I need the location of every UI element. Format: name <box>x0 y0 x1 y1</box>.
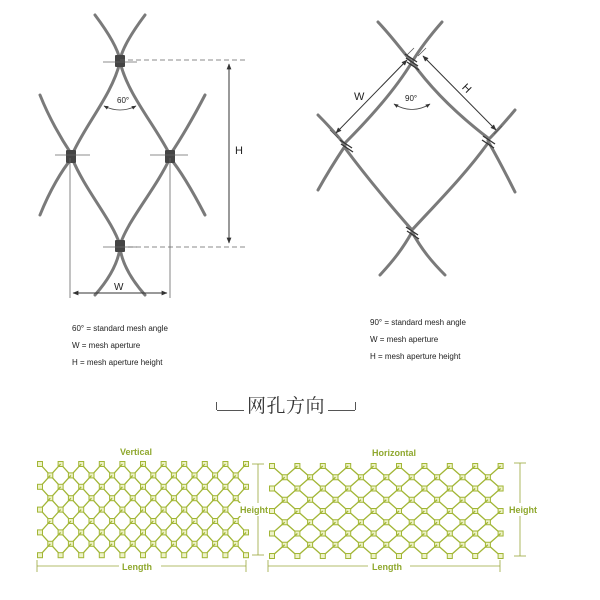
mesh-ferrule <box>38 484 43 489</box>
mesh-ferrule <box>38 507 43 512</box>
height-label: H <box>459 81 474 96</box>
twisted-joints <box>340 54 495 239</box>
legend-60-degree <box>72 320 168 371</box>
mesh-ferrule <box>120 553 125 558</box>
legend-90-degree <box>370 314 466 365</box>
mesh-ferrule <box>99 553 104 558</box>
mesh-ferrule <box>270 554 275 559</box>
mesh-ferrule <box>244 553 249 558</box>
mesh-ferrule <box>270 509 275 514</box>
angle-label: 60° <box>117 96 130 105</box>
width-dimension-arrow <box>336 60 407 133</box>
mesh-ferrule <box>346 554 351 559</box>
mesh-ferrule <box>270 486 275 491</box>
mesh-ferrule <box>58 553 63 558</box>
legend-height-line: H = mesh aperture height <box>72 358 163 367</box>
height-label: Height <box>509 505 537 515</box>
mesh-ferrule <box>422 554 427 559</box>
vertical-mesh-pattern <box>38 462 249 558</box>
horizontal-title: Horizontal <box>372 448 416 458</box>
mesh-ferrule <box>473 554 478 559</box>
mesh-ferrule <box>295 554 300 559</box>
section-heading-text: 网孔方向 <box>247 394 326 417</box>
legend-height-line: H = mesh aperture height <box>370 352 461 361</box>
angle-arc <box>394 104 430 110</box>
mesh-ferrule <box>182 553 187 558</box>
section-heading <box>216 391 356 417</box>
legend-width-line: W = mesh aperture <box>370 335 439 344</box>
mesh-ferrule <box>79 553 84 558</box>
horizontal-mesh-orientation <box>268 448 545 573</box>
mesh-ferrule <box>397 554 402 559</box>
mesh-ferrule <box>270 531 275 536</box>
mesh-ferrule <box>447 554 452 559</box>
mesh-ferrule <box>498 554 503 559</box>
mesh-ferrule <box>161 553 166 558</box>
height-label: H <box>235 145 243 157</box>
vertical-title: Vertical <box>120 447 153 457</box>
mesh-ferrule <box>38 462 43 467</box>
mesh-ferrule <box>320 554 325 559</box>
mesh-ferrule <box>141 553 146 558</box>
mesh-90-degree-diagram <box>318 22 515 275</box>
height-label: Height <box>240 505 268 515</box>
length-label: Length <box>372 562 402 572</box>
ferrule-clips <box>66 55 175 252</box>
height-dimension-arrow <box>423 56 496 130</box>
mesh-ferrule <box>202 553 207 558</box>
mesh-ferrule <box>223 553 228 558</box>
mesh-ferrule <box>371 554 376 559</box>
angle-label: 90° <box>405 94 418 103</box>
legend-width-line: W = mesh aperture <box>72 341 141 350</box>
angle-arc <box>104 106 136 110</box>
mesh-ferrule <box>38 530 43 535</box>
mesh-60-degree-diagram <box>40 15 248 298</box>
length-label: Length <box>122 562 152 572</box>
legend-angle-line: 60° = standard mesh angle <box>72 324 168 333</box>
horizontal-mesh-pattern <box>270 464 504 559</box>
mesh-ferrule <box>38 553 43 558</box>
mesh-ferrule <box>270 464 275 469</box>
width-label: W <box>354 91 365 103</box>
vertical-mesh-orientation <box>37 447 277 573</box>
legend-angle-line: 90° = standard mesh angle <box>370 318 466 327</box>
width-label: W <box>114 282 124 293</box>
